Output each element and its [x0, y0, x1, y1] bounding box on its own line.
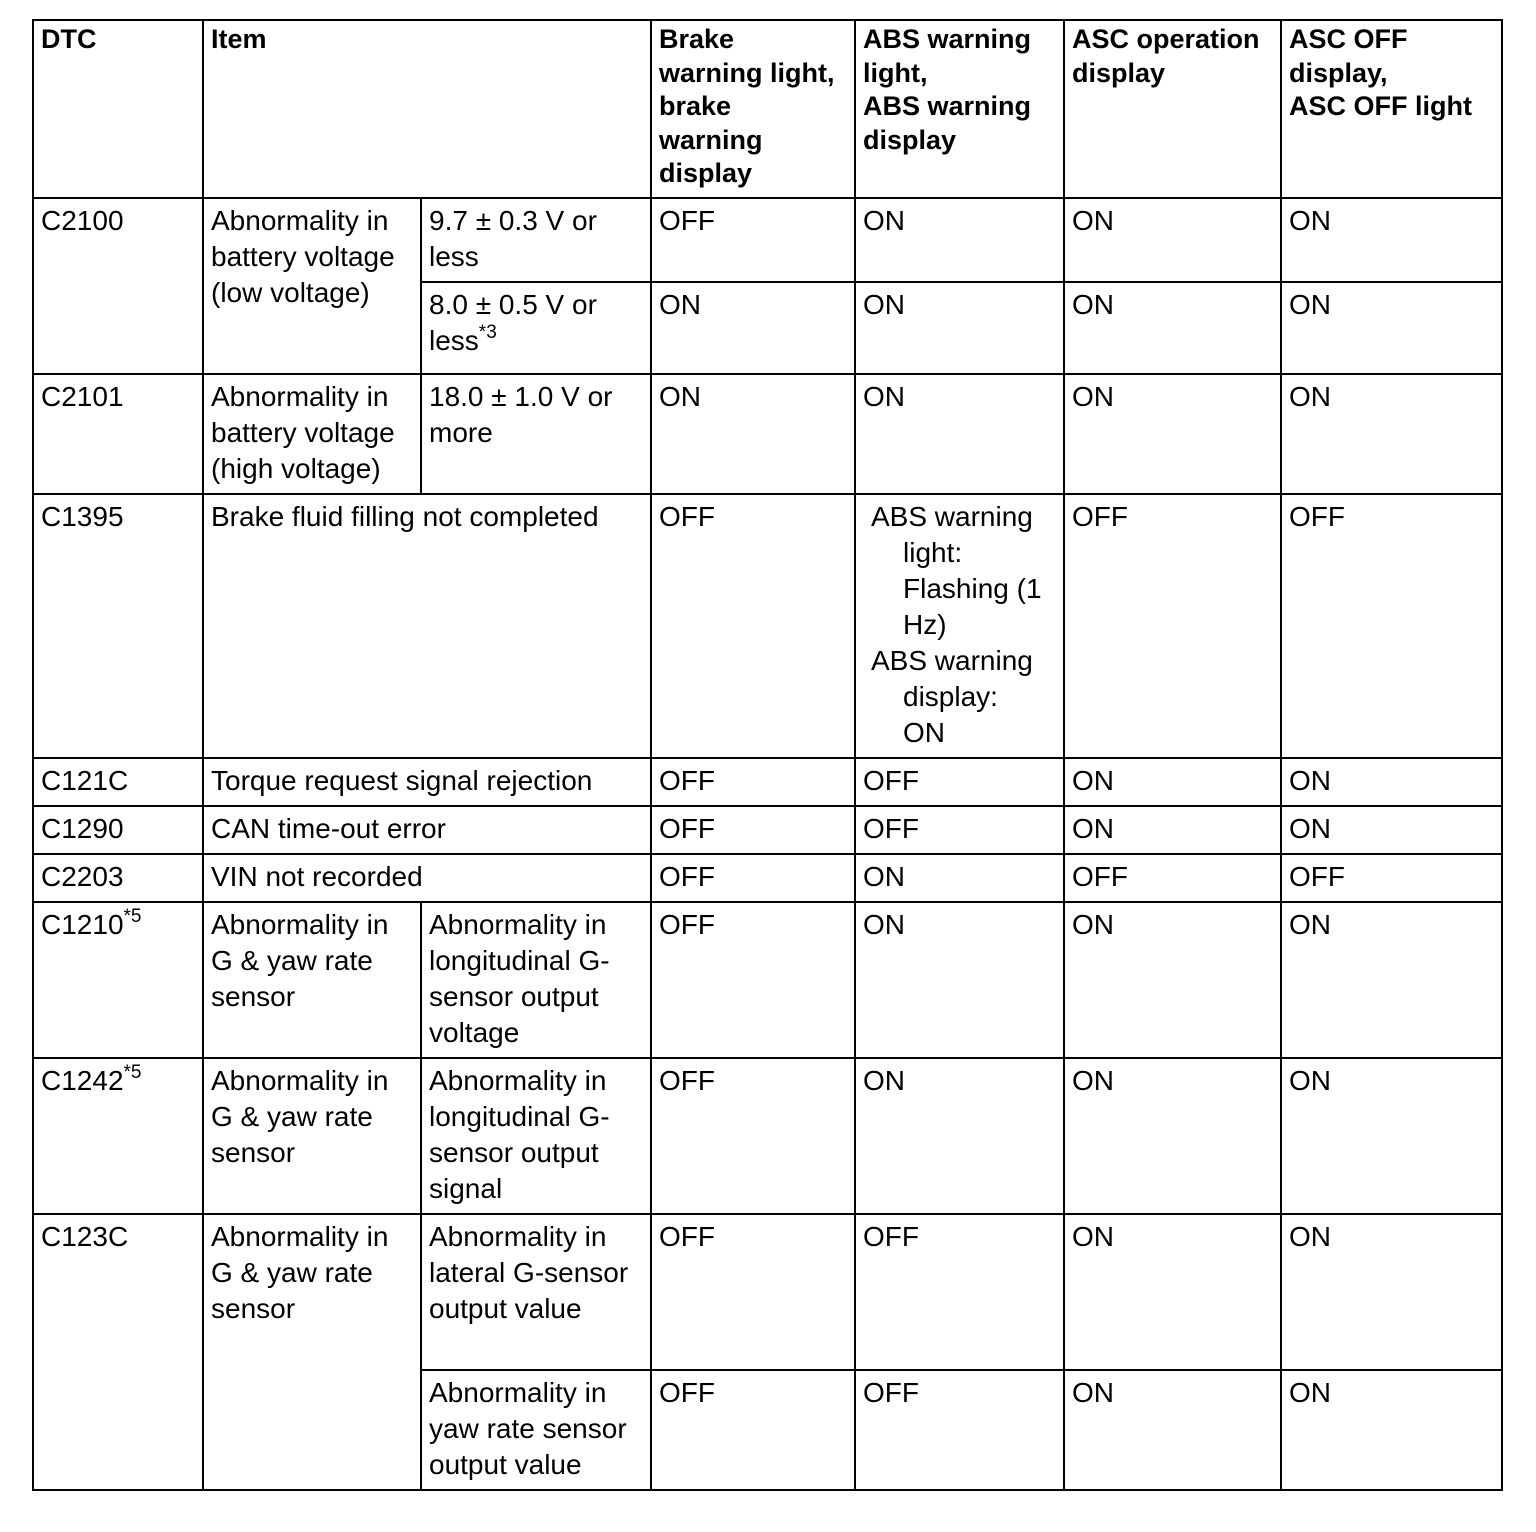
brake-state: OFF — [651, 1370, 855, 1490]
dtc-code: C2101 — [33, 374, 203, 494]
brake-state: OFF — [651, 806, 855, 854]
header-brake-warning: Brake warning light, brake warning display — [651, 20, 855, 198]
asc-operation-state: ON — [1064, 902, 1281, 1058]
abs-state: OFF — [855, 806, 1064, 854]
asc-off-state: ON — [1281, 1370, 1502, 1490]
item-cell: Abnormality in G & yaw rate sensor — [203, 902, 421, 1058]
brake-state: OFF — [651, 1058, 855, 1214]
condition-cell: 8.0 ± 0.5 V or less$^{*3}$ — [421, 282, 651, 374]
asc-operation-state: OFF — [1064, 494, 1281, 758]
table-row — [33, 806, 1502, 854]
abs-state: ON — [855, 1058, 1064, 1214]
asc-operation-state: ON — [1064, 1214, 1281, 1370]
table-row — [33, 494, 1502, 758]
header-abs-warning: ABS warning light, ABS warning display — [855, 20, 1064, 198]
asc-operation-state: ON — [1064, 758, 1281, 806]
footnote-marker: *5 — [123, 1061, 142, 1083]
item-cell: CAN time-out error — [203, 806, 651, 854]
asc-off-state: ON — [1281, 758, 1502, 806]
dtc-code: C1242$^{*5}$ — [33, 1058, 203, 1214]
brake-state: OFF — [651, 902, 855, 1058]
item-cell: Abnormality in battery voltage (high voltage) — [203, 374, 421, 494]
table-row — [33, 1214, 1502, 1370]
asc-operation-state: ON — [1064, 198, 1281, 282]
asc-operation-state: ON — [1064, 1370, 1281, 1490]
abs-display-note: ABS warning display: ON — [871, 645, 1033, 748]
brake-state: OFF — [651, 494, 855, 758]
asc-off-state: OFF — [1281, 854, 1502, 902]
abs-state: ON — [855, 374, 1064, 494]
abs-state: OFF — [855, 758, 1064, 806]
table-row — [33, 854, 1502, 902]
footnote-marker: *3 — [478, 321, 497, 343]
condition-cell: 18.0 ± 1.0 V or more — [421, 374, 651, 494]
abs-state: OFF — [855, 1370, 1064, 1490]
brake-state: OFF — [651, 1214, 855, 1370]
item-cell: Brake fluid filling not completed — [203, 494, 651, 758]
brake-state: OFF — [651, 758, 855, 806]
dtc-code: C1210$^{*5}$ — [33, 902, 203, 1058]
item-cell: VIN not recorded — [203, 854, 651, 902]
item-cell: Abnormality in G & yaw rate sensor — [203, 1058, 421, 1214]
header-asc-off: ASC OFF display, ASC OFF light — [1281, 20, 1502, 198]
brake-state: OFF — [651, 854, 855, 902]
abs-light-note: ABS warning light: Flashing (1 Hz) — [871, 501, 1042, 640]
abs-state: OFF — [855, 1214, 1064, 1370]
condition-cell: 9.7 ± 0.3 V or less — [421, 198, 651, 282]
condition-cell: Abnormality in yaw rate sensor output value — [421, 1370, 651, 1490]
asc-off-state: ON — [1281, 1058, 1502, 1214]
dtc-code: C1290 — [33, 806, 203, 854]
header-asc-operation: ASC operation display — [1064, 20, 1281, 198]
table-row — [33, 758, 1502, 806]
dtc-code: C2100 — [33, 198, 203, 374]
abs-state: ON — [855, 282, 1064, 374]
item-cell: Abnormality in G & yaw rate sensor — [203, 1214, 421, 1490]
asc-off-state: ON — [1281, 806, 1502, 854]
item-cell: Torque request signal rejection — [203, 758, 651, 806]
table-row — [33, 374, 1502, 494]
asc-operation-state: ON — [1064, 806, 1281, 854]
asc-off-state: ON — [1281, 282, 1502, 374]
abs-state: ON — [855, 902, 1064, 1058]
asc-operation-state: ON — [1064, 1058, 1281, 1214]
asc-off-state: ON — [1281, 902, 1502, 1058]
asc-off-state: OFF — [1281, 494, 1502, 758]
brake-state: ON — [651, 374, 855, 494]
condition-cell: Abnormality in longitudinal G-sensor output voltage — [421, 902, 651, 1058]
asc-off-state: ON — [1281, 1214, 1502, 1370]
asc-off-state: ON — [1281, 374, 1502, 494]
brake-state: OFF — [651, 198, 855, 282]
abs-state: ON — [855, 854, 1064, 902]
dtc-table — [32, 19, 1503, 1491]
table-row — [33, 198, 1502, 282]
asc-off-state: ON — [1281, 198, 1502, 282]
dtc-code: C123C — [33, 1214, 203, 1490]
condition-cell: Abnormality in lateral G-sensor output value — [421, 1214, 651, 1370]
header-item: Item — [203, 20, 651, 198]
dtc-code: C2203 — [33, 854, 203, 902]
header-dtc: DTC — [33, 20, 203, 198]
abs-state: ON — [855, 198, 1064, 282]
header-row — [33, 20, 1502, 198]
brake-state: ON — [651, 282, 855, 374]
condition-cell: Abnormality in longitudinal G-sensor output signal — [421, 1058, 651, 1214]
dtc-code: C1395 — [33, 494, 203, 758]
abs-state — [855, 494, 1064, 758]
dtc-code: C121C — [33, 758, 203, 806]
asc-operation-state: OFF — [1064, 854, 1281, 902]
asc-operation-state: ON — [1064, 374, 1281, 494]
table-row — [33, 902, 1502, 1058]
item-cell: Abnormality in battery voltage (low voltage) — [203, 198, 421, 374]
table-row — [33, 1058, 1502, 1214]
asc-operation-state: ON — [1064, 282, 1281, 374]
footnote-marker: *5 — [123, 905, 142, 927]
